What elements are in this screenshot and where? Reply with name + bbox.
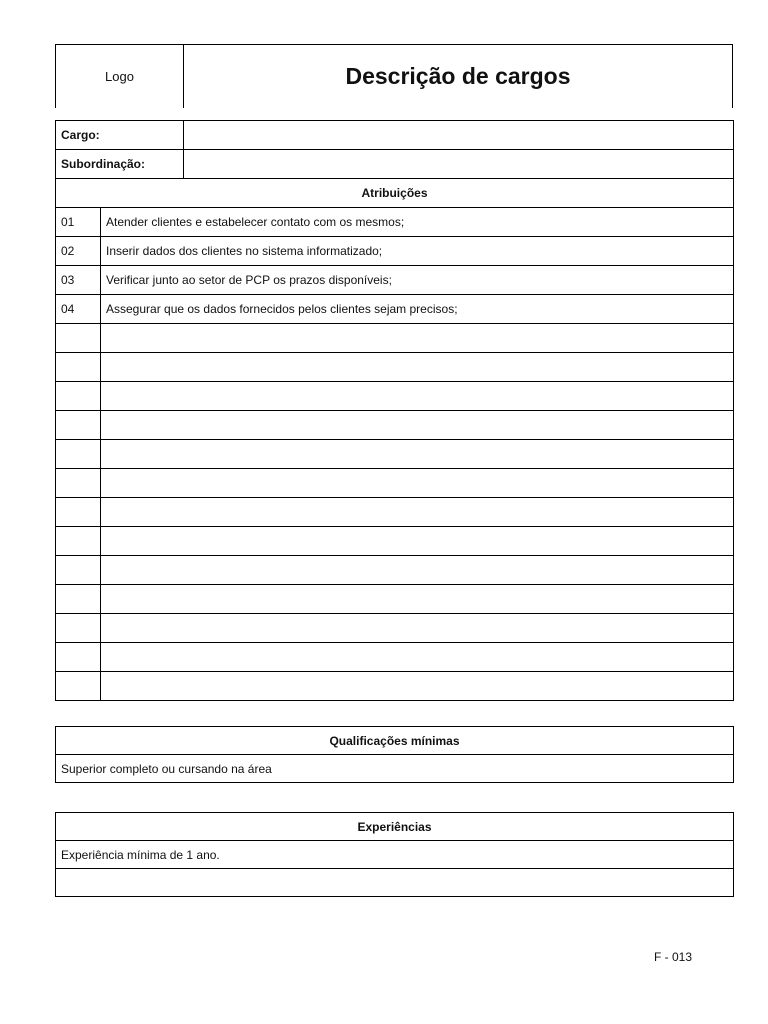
form-code: F - 013 <box>654 950 693 964</box>
experiencias-heading: Experiências <box>56 813 734 841</box>
atribuicao-text[interactable] <box>101 643 734 672</box>
atribuicao-row <box>56 643 734 672</box>
atribuicao-row <box>56 208 734 237</box>
atribuicao-number <box>56 672 101 701</box>
job-description-body <box>56 121 734 701</box>
atribuicao-number <box>56 353 101 382</box>
atribuicao-text[interactable] <box>101 672 734 701</box>
atribuicoes-heading: Atribuições <box>56 179 734 208</box>
atribuicao-text[interactable] <box>101 382 734 411</box>
section-heading-row <box>56 813 734 841</box>
document-title: Descrição de cargos <box>345 63 571 89</box>
atribuicao-text[interactable] <box>101 556 734 585</box>
atribuicao-text[interactable]: Verificar junto ao setor de PCP os prazos disponíveis; <box>101 266 734 295</box>
experiencia-text[interactable]: Experiência mínima de 1 ano. <box>56 841 734 869</box>
atribuicao-text[interactable] <box>101 411 734 440</box>
experiencia-row <box>56 841 734 869</box>
atribuicao-row <box>56 411 734 440</box>
atribuicao-number <box>56 556 101 585</box>
atribuicao-row <box>56 353 734 382</box>
field-row <box>56 150 734 179</box>
atribuicao-number: 02 <box>56 237 101 266</box>
atribuicao-number <box>56 324 101 353</box>
field-row <box>56 121 734 150</box>
atribuicao-row <box>56 498 734 527</box>
atribuicao-text[interactable]: Atender clientes e estabelecer contato com os mesmos; <box>101 208 734 237</box>
atribuicao-number <box>56 585 101 614</box>
atribuicao-number <box>56 614 101 643</box>
atribuicao-text[interactable] <box>101 469 734 498</box>
section-heading-row <box>56 727 734 755</box>
atribuicao-text[interactable] <box>101 498 734 527</box>
atribuicao-text[interactable]: Assegurar que os dados fornecidos pelos clientes sejam precisos; <box>101 295 734 324</box>
atribuicao-row <box>56 585 734 614</box>
atribuicao-row <box>56 440 734 469</box>
field-value[interactable] <box>184 121 734 150</box>
experiencia-text[interactable] <box>56 869 734 897</box>
qualificacoes-heading: Qualificações mínimas <box>56 727 734 755</box>
atribuicao-row <box>56 527 734 556</box>
atribuicao-number <box>56 440 101 469</box>
atribuicao-number <box>56 527 101 556</box>
atribuicao-text[interactable] <box>101 324 734 353</box>
atribuicao-row <box>56 556 734 585</box>
atribuicao-text[interactable] <box>101 614 734 643</box>
atribuicao-number: 03 <box>56 266 101 295</box>
qualificacao-text[interactable]: Superior completo ou cursando na área <box>56 755 734 783</box>
atribuicao-text[interactable] <box>101 353 734 382</box>
section-heading-row <box>56 179 734 208</box>
document-header <box>55 44 733 108</box>
experiences-table <box>55 812 734 897</box>
qualificacao-row <box>56 755 734 783</box>
atribuicao-number: 04 <box>56 295 101 324</box>
field-label: Subordinação: <box>56 150 184 179</box>
atribuicao-row <box>56 266 734 295</box>
field-value[interactable] <box>184 150 734 179</box>
atribuicao-row <box>56 382 734 411</box>
atribuicao-number <box>56 411 101 440</box>
experiencia-row <box>56 869 734 897</box>
atribuicao-number: 01 <box>56 208 101 237</box>
atribuicao-row <box>56 324 734 353</box>
atribuicao-number <box>56 498 101 527</box>
atribuicao-number <box>56 643 101 672</box>
atribuicao-row <box>56 295 734 324</box>
atribuicao-number <box>56 469 101 498</box>
qualifications-table <box>55 726 734 783</box>
atribuicao-row <box>56 614 734 643</box>
atribuicao-text[interactable] <box>101 440 734 469</box>
logo-placeholder: Logo <box>56 45 184 108</box>
atribuicao-text[interactable]: Inserir dados dos clientes no sistema informatizado; <box>101 237 734 266</box>
field-label: Cargo: <box>56 121 184 150</box>
qualifications-body <box>56 727 734 783</box>
job-description-table <box>55 120 734 701</box>
experiences-body <box>56 813 734 897</box>
atribuicao-row <box>56 237 734 266</box>
atribuicao-row <box>56 672 734 701</box>
atribuicao-text[interactable] <box>101 585 734 614</box>
atribuicao-row <box>56 469 734 498</box>
atribuicao-number <box>56 382 101 411</box>
atribuicao-text[interactable] <box>101 527 734 556</box>
